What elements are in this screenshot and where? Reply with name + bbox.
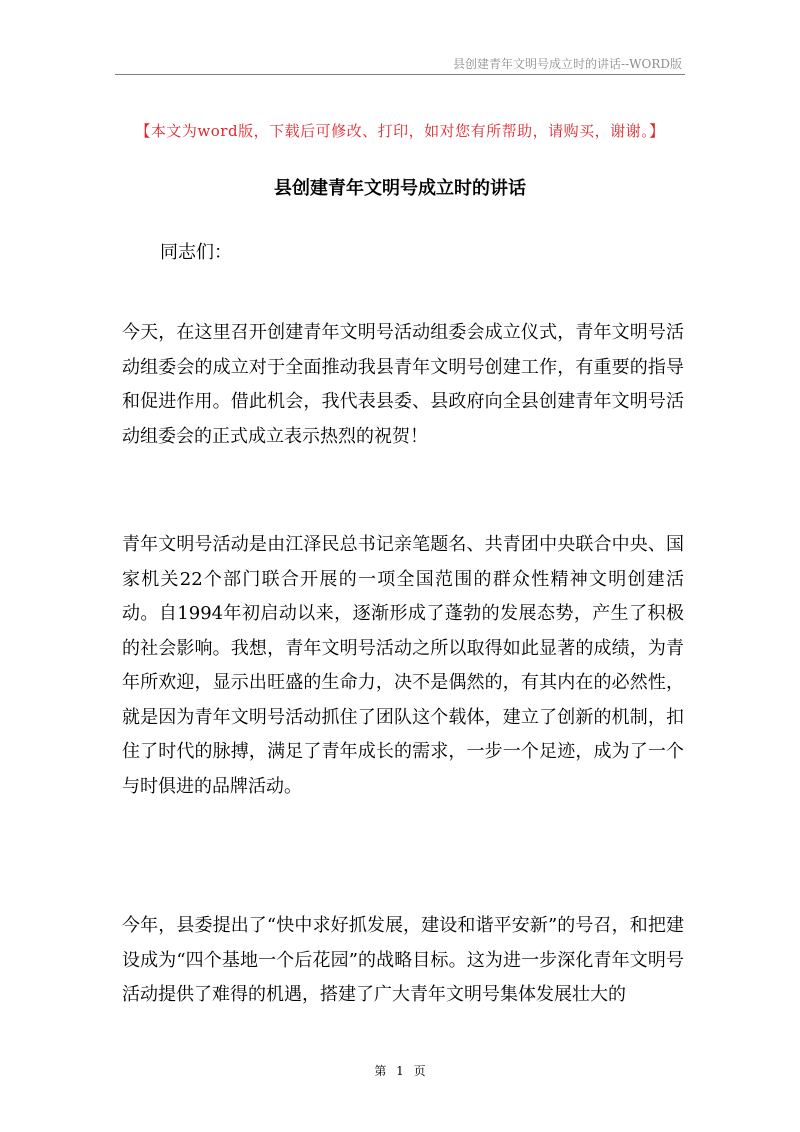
page-footer (0, 1062, 800, 1079)
page-label-prefix: 第 (374, 1064, 387, 1078)
body-paragraph-2: 青年文明号活动是由江泽民总书记亲笔题名、共青团中央联合中央、国家机关22个部门联合开展的一项全国范围的群众性精神文明创建活动。自1994年初启动以来，逐渐形成了蓬勃的发展态势，产生了积极的社会影响。我想，青年文明号活动之所以取得如此显著的成绩，为青年所欢迎，显示出旺盛的生命力，决不是偶然的，有其内在的必然性，就是因为青年文明号活动抓住了团队这个载体，建立了创新的机制，扣住了时代的脉搏，满足了青年成长的需求，一步一个足迹，成为了一个与时俱进的品牌活动。 (122, 534, 684, 797)
body-paragraph-1: 今天，在这里召开创建青年文明号活动组委会成立仪式，青年文明号活动组委会的成立对于全面推动我县青年文明号创建工作，有重要的指导和促进作用。借此机会，我代表县委、县政府向全县创建青年文明号活动组委会的正式成立表示热烈的祝贺！ (122, 322, 684, 447)
download-notice: 【本文为word版，下载后可修改、打印，如对您有所帮助，请购买，谢谢。】 (135, 122, 665, 140)
body-paragraph-3: 今年，县委提出了“快中求好抓发展，建设和谐平安新”的号召，和把建设成为“四个基地一个后花园”的战略目标。这为进一步深化青年文明号活动提供了难得的机遇，搭建了广大青年文明号集体发展壮大的 (122, 915, 684, 1005)
header-divider (115, 74, 685, 75)
page-label-suffix: 页 (413, 1064, 426, 1078)
page-number: 1 (396, 1064, 404, 1078)
document-title: 县创建青年文明号成立时的讲话 (274, 178, 526, 199)
greeting: 同志们： (160, 242, 232, 263)
running-header: 县创建青年文明号成立时的讲话--WORD版 (453, 57, 682, 71)
